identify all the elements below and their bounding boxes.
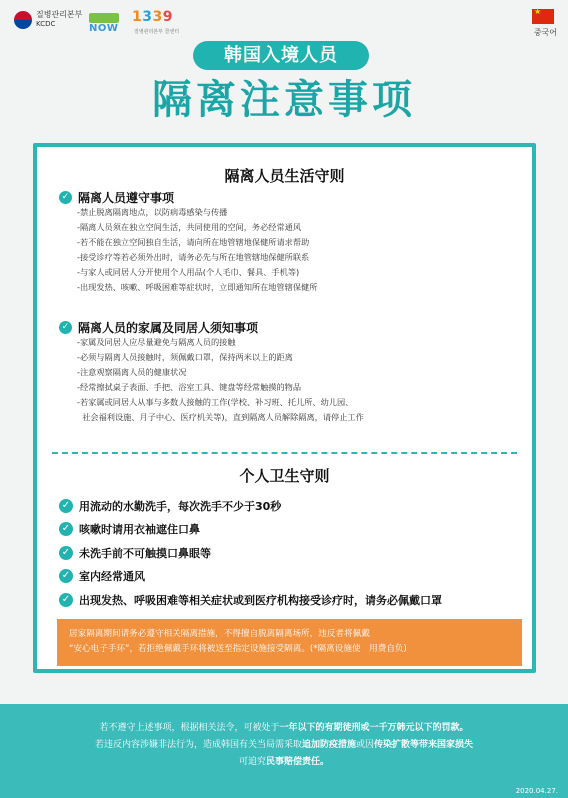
isolated-person-rules-list xyxy=(77,205,517,295)
hygiene-rules-list xyxy=(59,494,519,612)
list-item: -若不能在独立空间独自生活，请向所在地管辖地保健所请求帮助 xyxy=(77,237,310,247)
notice-line: 居家隔离期间请务必遵守相关隔离措施，不得擅自脱离隔离场所，违反者将佩戴 xyxy=(69,629,370,639)
family-rules-heading: ✓ 隔离人员的家属及同居人须知事项 xyxy=(59,319,258,336)
check-circle-icon: ✓ xyxy=(59,499,73,513)
check-circle-icon: ✓ xyxy=(59,546,73,560)
list-item: ✓ 咳嗽时请用衣袖遮住口鼻 xyxy=(59,518,519,542)
issue-date: 2020.04.27. xyxy=(515,787,558,795)
list-item: -家属及同居人应尽量避免与隔离人员的接触 xyxy=(77,337,236,347)
kcdc-logo xyxy=(14,9,83,35)
penalty-footer xyxy=(0,704,568,798)
list-item: -禁止脱离隔离地点，以防病毒感染与传播 xyxy=(77,207,228,217)
list-item: -必须与隔离人员接触时，须佩戴口罩，保持两米以上的距离 xyxy=(77,352,293,362)
list-item: -接受诊疗等若必须外出时，请务必先与所在地管辖地保健所联系 xyxy=(77,252,310,262)
list-item: -隔离人员须在独立空间生活，共同使用的空间，务必经常通风 xyxy=(77,222,302,232)
list-item: -经常擦拭桌子表面、手把、浴室工具、键盘等经常触摸的物品 xyxy=(77,382,302,392)
check-circle-icon: ✓ xyxy=(59,593,73,607)
penalty-line-1: 若不遵守上述事项，根据相关法令，可被处于一年以下的有期徒刑或一千万韩元以下的罚款。 xyxy=(99,723,469,733)
check-circle-icon: ✓ xyxy=(59,191,72,204)
list-item: -若家属或同居人从事与多数人接触的工作(学校、补习班、托儿所、幼儿园、 xyxy=(77,397,354,407)
title-pill: 韩国入境人员 xyxy=(193,41,369,70)
list-item: -与家人或同居人分开使用个人用品(个人毛巾、餐具、手机等) xyxy=(77,267,300,277)
taeguk-icon xyxy=(14,11,32,29)
check-circle-icon: ✓ xyxy=(59,522,73,536)
now-logo xyxy=(89,9,123,37)
list-item: ✓ 出现发热、呼吸困难等相关症状或到医疗机构接受诊疗时，请务必佩戴口罩 xyxy=(59,588,519,612)
check-circle-icon: ✓ xyxy=(59,569,73,583)
penalty-line-3: 可追究民事赔偿责任。 xyxy=(238,757,330,767)
penalty-line-2: 若违反内容涉嫌非法行为，造成韩国有关当局需采取追加防疫措施或因传染扩散等带来国家损失 xyxy=(94,740,474,750)
life-rules-title: 隔离人员生活守则 xyxy=(224,167,345,185)
flag-star-icon: ★ xyxy=(534,7,542,16)
isolated-person-rules-heading: ✓ 隔离人员遵守事项 xyxy=(59,189,174,206)
now-logo-text: NOW xyxy=(89,23,119,34)
isolation-notice-box xyxy=(57,619,522,666)
hygiene-rules-title: 个人卫生守则 xyxy=(239,467,330,485)
hotline-1339-logo xyxy=(132,9,182,37)
section-divider xyxy=(52,452,517,454)
china-flag-icon xyxy=(532,9,554,24)
now-logo-banner xyxy=(89,13,119,23)
page-title: 隔离注意事项 xyxy=(152,77,416,123)
kcdc-korean-name: 질병관리본부 xyxy=(36,10,83,19)
list-item: ✓ 用流动的水勤洗手，每次洗手不少于30秒 xyxy=(59,494,519,518)
notice-line: “安心电子手环”，若拒绝佩戴手环将被送至指定设施接受隔离。(*隔离设施使 用费自负) xyxy=(69,644,407,654)
list-item: -注意观察隔离人员的健康状况 xyxy=(77,367,187,377)
list-item: ✓ 未洗手前不可触摸口鼻眼等 xyxy=(59,541,519,565)
list-item: -出现发热、咳嗽、呼吸困难等症状时，立即通知所在地管辖保健所 xyxy=(77,282,318,292)
check-circle-icon: ✓ xyxy=(59,321,72,334)
kcdc-english-name: KCDC xyxy=(36,20,56,28)
list-item: 社会福利设施、月子中心、医疗机关等)，直到隔离人员解除隔离，请停止工作 xyxy=(77,412,364,422)
main-content-box xyxy=(33,143,536,673)
hotline-subtitle: 질병관리본부 콜센터 xyxy=(134,29,180,35)
penalty-text xyxy=(0,720,568,771)
list-item: ✓ 室内经常通风 xyxy=(59,565,519,589)
family-rules-list xyxy=(77,335,517,425)
hotline-number: 1339 xyxy=(132,9,173,25)
language-label: 중국어 xyxy=(533,28,557,37)
